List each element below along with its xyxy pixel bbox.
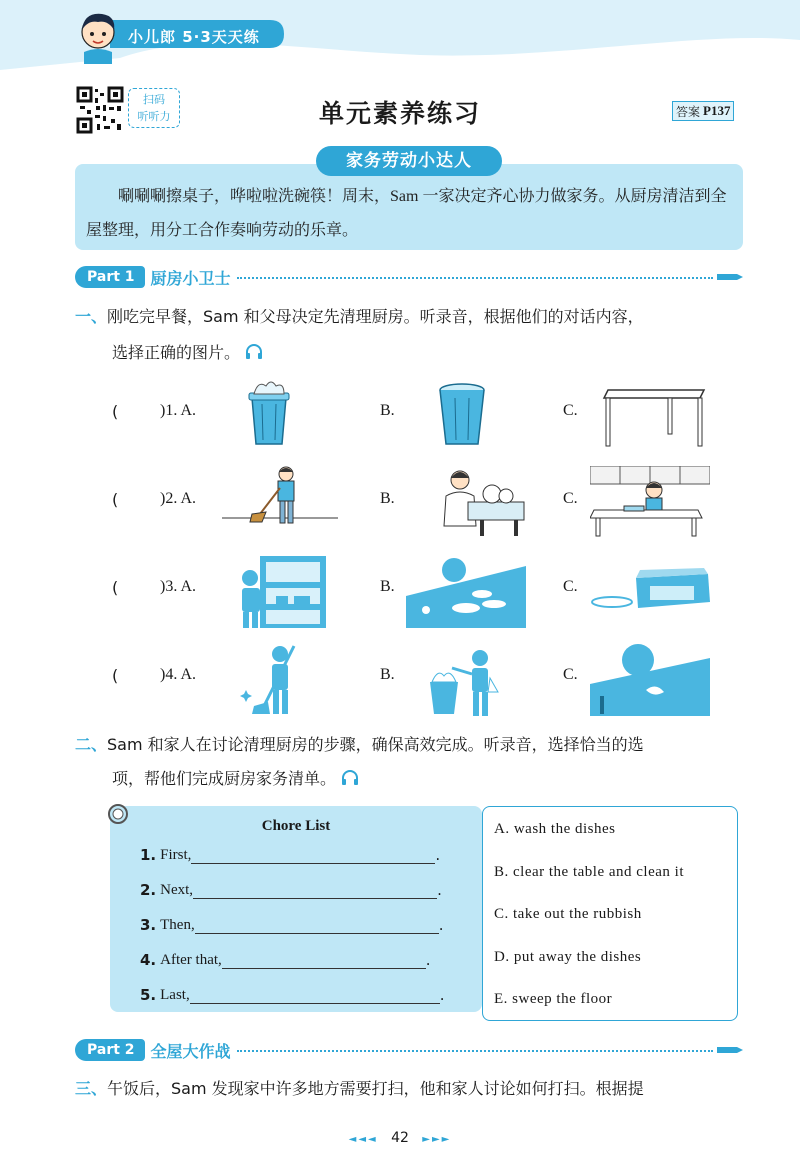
chore-item-period: . bbox=[437, 881, 442, 899]
question-1-number: 一、 bbox=[75, 307, 108, 326]
chore-item-4 bbox=[140, 951, 431, 969]
chore-item-number: 3. bbox=[140, 916, 157, 934]
row3-option-b: B. bbox=[380, 578, 395, 595]
chore-list-card bbox=[110, 806, 482, 1012]
scan-label: 扫码 bbox=[143, 93, 165, 106]
question-2-line1: Sam 和家人在讨论清理厨房的步骤，确保高效完成。听录音，选择恰当的选 bbox=[107, 735, 644, 754]
row2-option-c: C. bbox=[563, 490, 578, 507]
chore-answer-blank[interactable] bbox=[190, 988, 440, 1004]
question-1 bbox=[75, 300, 755, 334]
food-container-icon[interactable] bbox=[590, 568, 712, 614]
part1-title: 厨房小卫士 bbox=[150, 268, 231, 288]
chore-answer-blank[interactable] bbox=[222, 953, 426, 969]
row3-label: )3. A. bbox=[160, 578, 196, 595]
page-title: 单元素养练习 bbox=[318, 99, 481, 128]
chore-item-2 bbox=[140, 881, 442, 899]
headphones-icon[interactable] bbox=[341, 770, 359, 786]
question-1-line1: 刚吃完早餐，Sam 和父母决定先清理厨房。听录音，根据他们的对话内容， bbox=[107, 307, 644, 326]
question-2-line2: 项，帮他们完成厨房家务清单。 bbox=[112, 769, 337, 788]
theme-text: 唰唰唰擦桌子，哗啦啦洗碗筷！周末，Sam 一家决定齐心协力做家务。从厨房清洁到全屋整理，用分工合作奏响劳动的乐章。 bbox=[86, 188, 727, 239]
putting-away-dishes-icon[interactable] bbox=[240, 556, 328, 628]
option-b: B. clear the table and clean it bbox=[494, 864, 684, 880]
option-a: A. wash the dishes bbox=[494, 821, 616, 837]
page-number: 42 bbox=[391, 1130, 409, 1146]
chore-item-label: Last, bbox=[160, 987, 190, 1003]
row2-label: )2. A. bbox=[160, 490, 196, 507]
washing-dishes-blue-icon[interactable] bbox=[406, 556, 526, 628]
row1-option-b: B. bbox=[380, 402, 395, 419]
question-1-line2: 选择正确的图片。 bbox=[112, 343, 241, 362]
answer-page: P137 bbox=[703, 103, 731, 118]
row4-option-b: B. bbox=[380, 666, 395, 683]
part1-header bbox=[75, 266, 743, 288]
left-arrows-icon: ◄◄◄ bbox=[348, 1134, 378, 1145]
part2-pill: Part 2 bbox=[75, 1039, 145, 1061]
row1-label: )1. A. bbox=[160, 402, 196, 419]
theme-tag: 家务劳动小达人 bbox=[316, 146, 502, 176]
chore-item-label: Next, bbox=[160, 882, 194, 898]
wiping-table-blue-icon[interactable] bbox=[590, 640, 710, 716]
page-footer bbox=[0, 1130, 800, 1146]
chore-item-label: After that, bbox=[160, 952, 222, 968]
mascot-boy-icon bbox=[74, 8, 122, 64]
option-d: D. put away the dishes bbox=[494, 949, 642, 965]
pencil-icon bbox=[717, 1046, 743, 1054]
chore-item-period: . bbox=[425, 951, 431, 969]
chore-item-number: 4. bbox=[140, 951, 157, 969]
boy-washing-dishes-icon[interactable] bbox=[428, 466, 528, 538]
chore-item-1 bbox=[140, 846, 440, 864]
chore-item-3 bbox=[140, 916, 444, 934]
chore-list-title: Chore List bbox=[261, 818, 331, 834]
part2-divider bbox=[237, 1050, 713, 1052]
chore-item-period: . bbox=[439, 986, 445, 1004]
part1-pill: Part 1 bbox=[75, 266, 145, 288]
chore-item-number: 1. bbox=[140, 846, 157, 864]
row1-paren[interactable]: ( bbox=[112, 402, 119, 421]
sweeping-blue-icon[interactable] bbox=[240, 644, 304, 716]
row3-paren[interactable]: ( bbox=[112, 578, 119, 597]
chore-item-number: 2. bbox=[140, 881, 157, 899]
question-3-line1: 午饭后，Sam 发现家中许多地方需要打扫，他和家人讨论如何打扫。根据提 bbox=[107, 1079, 644, 1098]
part2-header bbox=[75, 1039, 743, 1061]
table-icon[interactable] bbox=[600, 384, 710, 448]
question-2 bbox=[75, 728, 755, 762]
question-2-cont bbox=[112, 762, 359, 796]
option-e: E. sweep the floor bbox=[494, 991, 613, 1007]
row4-paren[interactable]: ( bbox=[112, 666, 119, 685]
chore-item-5 bbox=[140, 986, 445, 1004]
chore-answer-blank[interactable] bbox=[195, 918, 439, 934]
chore-answer-blank[interactable] bbox=[193, 883, 437, 899]
chore-item-period: . bbox=[438, 916, 444, 934]
question-2-number: 二、 bbox=[75, 735, 108, 754]
rubbish-bin-empty-icon[interactable] bbox=[436, 380, 488, 448]
taking-out-rubbish-icon[interactable] bbox=[424, 648, 504, 716]
answer-label: 答案 bbox=[676, 104, 701, 119]
question-1-cont bbox=[112, 336, 263, 370]
row3-option-c: C. bbox=[563, 578, 578, 595]
option-c: C. take out the rubbish bbox=[494, 906, 642, 922]
row4-option-c: C. bbox=[563, 666, 578, 683]
chore-item-label: First, bbox=[160, 847, 192, 863]
brand-logo: 小儿郎 5·3天天练 bbox=[128, 28, 260, 46]
row2-option-b: B. bbox=[380, 490, 395, 507]
chore-answer-blank[interactable] bbox=[191, 848, 435, 864]
part2-title: 全屋大作战 bbox=[150, 1041, 231, 1061]
headphones-icon[interactable] bbox=[245, 344, 263, 360]
rubbish-bin-full-icon[interactable] bbox=[244, 376, 294, 448]
question-3 bbox=[75, 1072, 765, 1106]
answer-reference bbox=[672, 101, 734, 121]
chore-item-period: . bbox=[435, 846, 441, 864]
boy-sweeping-icon[interactable] bbox=[222, 462, 338, 534]
part1-divider bbox=[237, 277, 713, 279]
chore-item-number: 5. bbox=[140, 986, 157, 1004]
listen-label: 听听力 bbox=[137, 110, 171, 123]
pencil-icon bbox=[717, 273, 743, 281]
row2-paren[interactable]: ( bbox=[112, 490, 119, 509]
right-arrows-icon: ►►► bbox=[422, 1134, 452, 1145]
row1-option-c: C. bbox=[563, 402, 578, 419]
question-3-number: 三、 bbox=[75, 1079, 108, 1098]
row4-label: )4. A. bbox=[160, 666, 196, 683]
boy-wiping-table-icon[interactable] bbox=[590, 466, 710, 538]
chore-item-label: Then, bbox=[160, 917, 195, 933]
